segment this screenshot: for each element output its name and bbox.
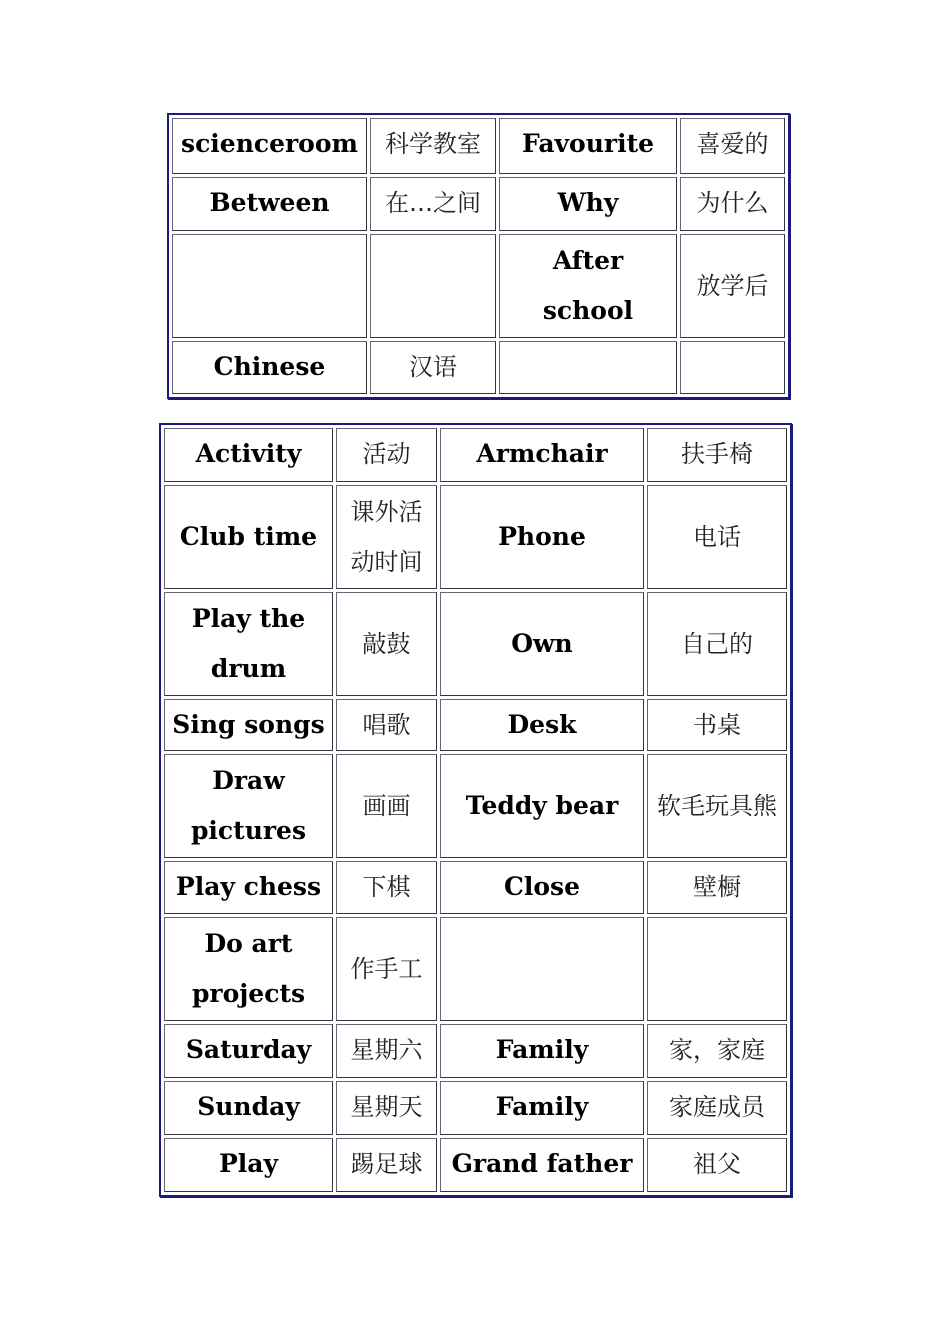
table-row xyxy=(172,341,785,394)
table-row xyxy=(172,118,785,174)
english-word: Desk xyxy=(440,699,644,751)
english-word: Sing songs xyxy=(164,699,333,751)
chinese-translation: 活动 xyxy=(336,428,437,482)
english-word: Armchair xyxy=(440,428,644,482)
chinese-translation: 软毛玩具熊 xyxy=(647,754,787,858)
english-word: Between xyxy=(172,177,367,231)
english-word: Do art projects xyxy=(164,917,333,1021)
english-word: Play chess xyxy=(164,861,333,914)
chinese-translation xyxy=(370,234,496,338)
vocabulary-table-1 xyxy=(167,113,790,399)
chinese-translation: 踢足球 xyxy=(336,1138,437,1192)
table-row xyxy=(164,592,787,696)
english-word: Family xyxy=(440,1024,644,1078)
chinese-translation: 家，家庭 xyxy=(647,1024,787,1078)
table-row xyxy=(164,1024,787,1078)
chinese-translation: 科学教室 xyxy=(370,118,496,174)
chinese-translation: 祖父 xyxy=(647,1138,787,1192)
table-row xyxy=(172,234,785,338)
english-word: Grand father xyxy=(440,1138,644,1192)
english-word: Activity xyxy=(164,428,333,482)
chinese-translation: 星期六 xyxy=(336,1024,437,1078)
english-word: Favourite xyxy=(499,118,677,174)
chinese-translation: 电话 xyxy=(647,485,787,589)
table-row xyxy=(164,1081,787,1135)
english-word: Own xyxy=(440,592,644,696)
english-word: Saturday xyxy=(164,1024,333,1078)
chinese-translation xyxy=(647,917,787,1021)
english-word: Draw pictures xyxy=(164,754,333,858)
table-row xyxy=(164,485,787,589)
table-row xyxy=(164,917,787,1021)
english-word: Teddy bear xyxy=(440,754,644,858)
english-word xyxy=(499,341,677,394)
chinese-translation: 扶手椅 xyxy=(647,428,787,482)
english-word xyxy=(172,234,367,338)
english-word: Play the drum xyxy=(164,592,333,696)
chinese-translation: 作手工 xyxy=(336,917,437,1021)
chinese-translation: 家庭成员 xyxy=(647,1081,787,1135)
chinese-translation: 下棋 xyxy=(336,861,437,914)
chinese-translation: 课外活动时间 xyxy=(336,485,437,589)
table-row xyxy=(172,177,785,231)
table-row xyxy=(164,699,787,751)
english-word: After school xyxy=(499,234,677,338)
chinese-translation: 为什么 xyxy=(680,177,785,231)
chinese-translation: 放学后 xyxy=(680,234,785,338)
chinese-translation: 壁橱 xyxy=(647,861,787,914)
english-word xyxy=(440,917,644,1021)
table-row xyxy=(164,1138,787,1192)
english-word: Family xyxy=(440,1081,644,1135)
english-word: Why xyxy=(499,177,677,231)
chinese-translation: 在…之间 xyxy=(370,177,496,231)
chinese-translation xyxy=(680,341,785,394)
english-word: Sunday xyxy=(164,1081,333,1135)
english-word: scienceroom xyxy=(172,118,367,174)
table-row xyxy=(164,428,787,482)
chinese-translation: 书桌 xyxy=(647,699,787,751)
chinese-translation: 敲鼓 xyxy=(336,592,437,696)
chinese-translation: 喜爱的 xyxy=(680,118,785,174)
english-word: Club time xyxy=(164,485,333,589)
english-word: Chinese xyxy=(172,341,367,394)
table-row xyxy=(164,861,787,914)
chinese-translation: 自己的 xyxy=(647,592,787,696)
english-word: Close xyxy=(440,861,644,914)
english-word: Phone xyxy=(440,485,644,589)
chinese-translation: 星期天 xyxy=(336,1081,437,1135)
chinese-translation: 汉语 xyxy=(370,341,496,394)
vocabulary-table-2 xyxy=(159,423,792,1197)
table-row xyxy=(164,754,787,858)
chinese-translation: 画画 xyxy=(336,754,437,858)
english-word: Play xyxy=(164,1138,333,1192)
chinese-translation: 唱歌 xyxy=(336,699,437,751)
